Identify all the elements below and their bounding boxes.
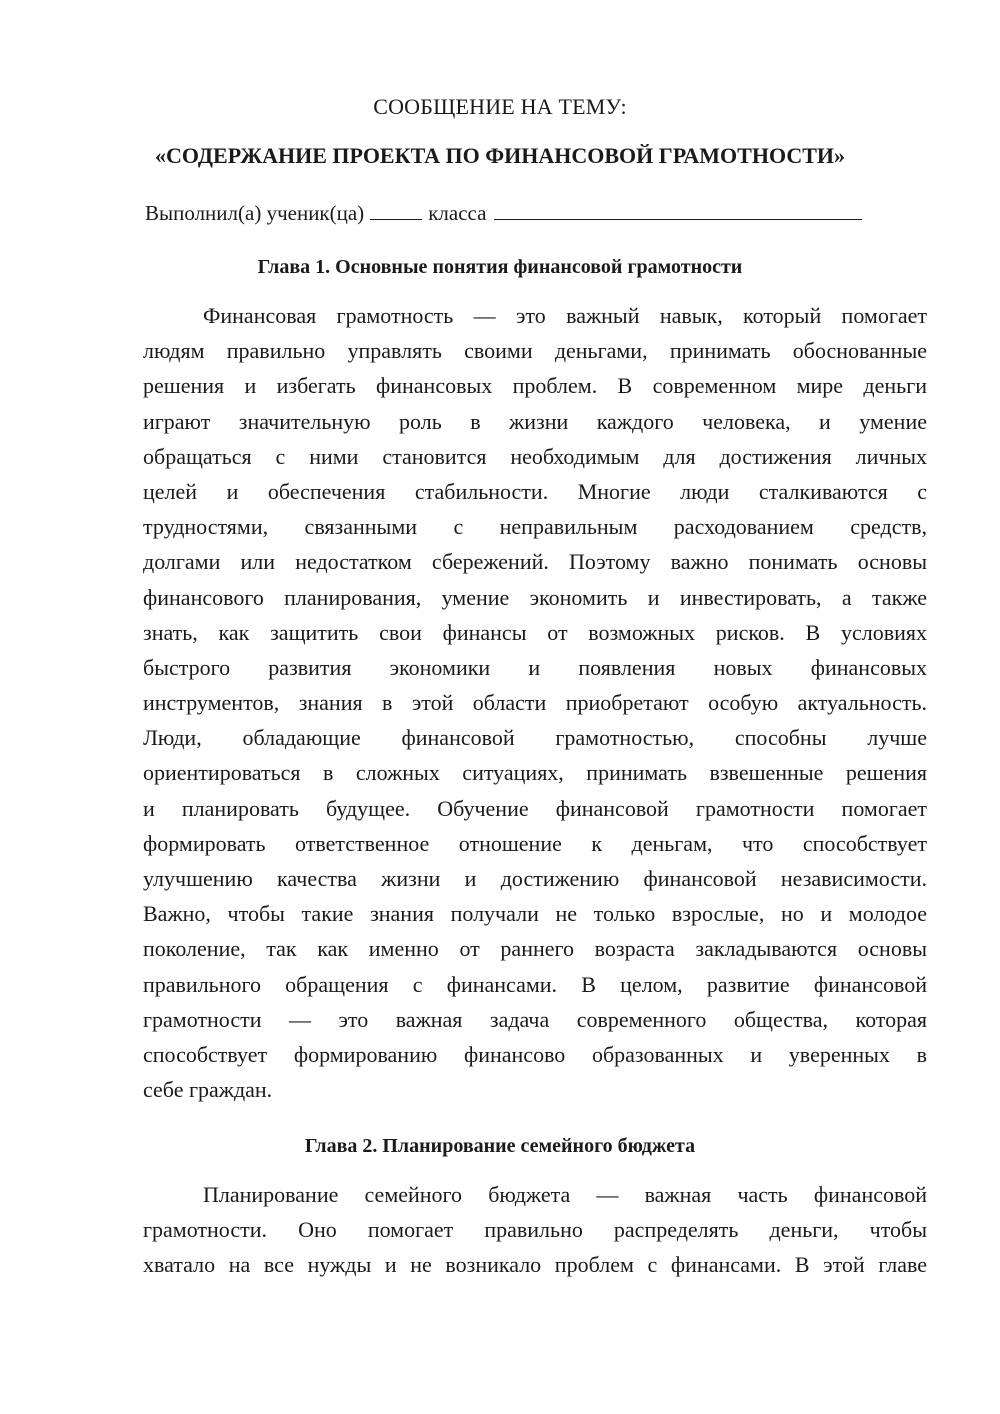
class-label: класса [428, 201, 487, 225]
chapter-1-paragraph [143, 298, 927, 1107]
text-line: обращаться с ними становится необходимым для достижения личных [143, 443, 927, 469]
text-line: людям правильно управлять своими деньгами, принимать обоснованные [143, 338, 927, 364]
document-title-line-1: СООБЩЕНИЕ НА ТЕМУ: [373, 94, 627, 119]
text-line: знать, как защитить свои финансы от возможных рисков. В условиях [143, 619, 927, 645]
text-line: правильного обращения с финансами. В целом, развитие финансовой [143, 971, 927, 997]
text-line: Планирование семейного бюджета — важная часть финансовой [203, 1182, 927, 1207]
chapter-2-paragraph [143, 1177, 927, 1283]
document-title-line-2: «СОДЕРЖАНИЕ ПРОЕКТА ПО ФИНАНСОВОЙ ГРАМОТНОСТИ» [154, 143, 845, 168]
text-line: улучшению качества жизни и достижению финансовой независимости. [143, 866, 927, 891]
student-label: Выполнил(а) ученик(ца) [145, 201, 365, 225]
text-line: себе граждан. [143, 1077, 273, 1103]
text-line: быстрого развития экономики и появления новых финансовых [143, 654, 927, 680]
text-line: играют значительную роль в жизни каждого человека, и умение [143, 408, 927, 434]
text-line: Важно, чтобы такие знания получали не только взрослые, но и молодое [143, 901, 927, 927]
text-line: инструментов, знания в этой области приобретают особую актуальность. [143, 690, 927, 716]
text-line: формировать ответственное отношение к деньгам, что способствует [143, 830, 927, 856]
text-line: хватало на все нужды и не возникало проблем с финансами. В этой главе [143, 1252, 927, 1278]
text-line: Люди, обладающие финансовой грамотностью, способны лучше [143, 725, 927, 751]
text-line: финансового планирования, умение экономить и инвестировать, а также [143, 584, 927, 610]
text-line: и планировать будущее. Обучение финансовой грамотности помогает [143, 795, 927, 821]
text-line: решения и избегать финансовых проблем. В современном мире деньги [143, 373, 927, 399]
text-line: целей и обеспечения стабильности. Многие люди сталкиваются с [143, 478, 927, 504]
signature-line [145, 199, 862, 226]
text-line: грамотности. Оно помогает правильно распределять деньги, чтобы [143, 1217, 927, 1243]
text-line: трудностями, связанными с неправильным расходованием средств, [143, 514, 927, 540]
text-line: грамотности — это важная задача современного общества, которая [143, 1006, 927, 1032]
class-blank-field [370, 199, 422, 220]
text-line: долгами или недостатком сбережений. Поэтому важно понимать основы [143, 549, 927, 575]
name-blank-field [494, 199, 862, 220]
text-line: поколение, так как именно от раннего возраста закладываются основы [143, 936, 927, 962]
text-line: Финансовая грамотность — это важный навык, который помогает [203, 303, 927, 328]
chapter-2-heading: Глава 2. Планирование семейного бюджета [304, 1135, 696, 1157]
chapter-1-heading: Глава 1. Основные понятия финансовой грамотности [257, 256, 743, 278]
text-line: способствует формированию финансово образованных и уверенных в [143, 1041, 927, 1067]
text-line: ориентироваться в сложных ситуациях, принимать взвешенные решения [143, 760, 927, 786]
